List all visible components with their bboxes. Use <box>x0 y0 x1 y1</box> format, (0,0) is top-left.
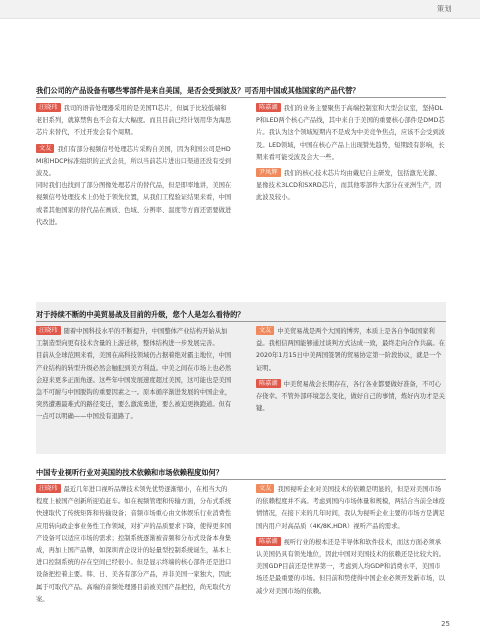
page-number: 25 <box>441 620 450 628</box>
speaker-badge: 文友 <box>256 326 274 335</box>
answer-text: 中美贸易战会长期存在，各行各业都要做好准备，不可心存侥幸。不管外部环境怎么变化，做好自己的事情，炼好内功才是关键。 <box>256 380 445 413</box>
answer-text: 中美贸易战是两个大国的博弈，本质上是各自争取国家利益。我相信两国能够通过谈判方式达成一致，最终走向合作共赢。在2020年1月15日中美两国签署的贸易协定第一阶段协议，就是一个证明。 <box>256 328 445 372</box>
divider <box>36 97 446 98</box>
answers-right-1 <box>256 103 446 205</box>
answer-text: 最近几年进口视听品牌技术领先优势逐渐缩小，在相当大的程度上被国产创新所迎追赶车。如在视频管理和传输方面，分布式系统快速取代了传统矩阵和传输设备；音频市场重心由文体娱乐行业消费性应用转向政企事业务性工作领域，对扩声的品质要求下降，使得更多国产设备可以适应市场的需求；控制系统逐渐被音频和分布式设备本身集成，再加上国产品牌，如深圳青企设计的轻量型控制系统诞生，基本上进口控制系统的存在空间已经很小。但是显示终端的核心部件还是进口设备把控着主要。韩、日、美各有部分产品，并非美国一家独大，因此属于可取代产品。高端的音频处理器目前被美国产品把控，尚无取代方案。 <box>36 486 232 603</box>
answers-left-2 <box>36 326 232 424</box>
speaker-badge: 陈嘉湖 <box>256 103 281 112</box>
speaker-badge: 尹凤辉 <box>256 168 281 177</box>
speaker-badge: 汪晓玮 <box>36 484 61 493</box>
speaker-badge: 陈嘉湖 <box>256 379 281 388</box>
answers-right-3 <box>256 484 446 598</box>
answer-text: 我国视听企业对美国技术的依赖是明显的，但是对美国市场的依赖程度并不高。考虑到国内市场体量和规模，两结合当前全球疫情情况，在接下来的几年时间，我认为视听企业主要的市场方是满足国内用户对高品质（4K/8K,HDR）视听产品的需求。 <box>256 486 445 530</box>
speaker-badge: 文友 <box>36 144 54 153</box>
divider <box>36 321 446 322</box>
top-bar <box>0 0 480 19</box>
answers-left-3 <box>36 484 232 606</box>
answer-text: 随着中国科技水平的不断提升，中国整体产业结构开始从加工制造型向更有技术含量的上游迁移，整体结构进一步发展完善。 <box>36 328 228 348</box>
answers-right-2 <box>256 326 446 415</box>
answer-text: 视听行业的根本还是半导体和软件技术，而这方面必须承认美国仍具有领先地位，因此中国对美国技术的依赖还是比较大的。美国GDP目前还是世界第一，考虑到人均GDP和消费水平，美国市场还是最重要的市场。但目前和势使得中国企业必须开发新市场，以减少对美国市场的依赖。 <box>256 538 445 595</box>
answer-text: 我司的语音处理器采用的是美国TI芯片，但属于比较低端和老旧系列，就算禁售也不会有太大幅度。而且目前已经计划用华为海思芯片来替代，不过开发会有个周期。 <box>36 105 232 137</box>
question-heading-1: 我们公司的产品设备有哪些零部件是来自美国，是否会受到波及？可否用中国或其他国家的产品代替？ <box>36 86 360 95</box>
speaker-badge: 汪晓玮 <box>36 326 61 335</box>
speaker-badge: 汪晓玮 <box>36 103 61 112</box>
speaker-badge: 文友 <box>256 484 274 493</box>
divider <box>36 479 446 480</box>
question-heading-2: 对于持续不断的中美贸易战及目前的升级，您个人是怎么看待的？ <box>36 310 245 319</box>
answer-text: 我们的核心技术芯片均由戴尼自主研发，包括激光光源、显像技术3LCD和SXRD芯片，而其他零部件大部分在亚洲生产，因此波及较小。 <box>256 170 442 202</box>
answer-text: 同时我们也找到了部分图像处理芯片的替代品，但是即率地讲，美国在视频信号处理技术上仍处于领先位置，从我们工程验证结果来看，中国或者其他国家的替代品在画质、色域、分辨率、温度等方面还需要做进代改进。 <box>36 182 232 226</box>
answers-left-1 <box>36 103 232 229</box>
answer-text: 我们的业务主要聚焦于高端控制室和大型会议室，坚持DLP和LED两个核心产品线，其中来自于美国的重要核心部件是DMD芯片。我认为这个领域短期内不是成为中美竞争焦点，应该不会受到波及。LED领域，中国在核心产品上出现赞先趋势，短期段有影响，长期来看可能受波及会大一些。 <box>256 105 445 161</box>
section-tag: 策划 <box>437 5 452 13</box>
answer-text: 目前从全球范围来看，美国在高科技领域仍占据着绝对霸主地位，中国产业结构的转型升级必然会触犯到美方利益。中美之间在市场上也必然会迎来更多正面角逐。这些年中国发展速度超过美国，这可能也是美国急不可耐与中国脱钩的重要因素之一。原本循序渐进发展的中国企业，突然遭遇最难式的路径变迁，要么激流勇进，要么被迫更换跑道。但有一点可以明确——中国没有退路了。 <box>36 352 232 421</box>
question-heading-3: 中国专业视听行业对美国的技术依赖和市场依赖程度如何？ <box>36 468 223 477</box>
speaker-badge: 陈嘉湖 <box>256 537 281 546</box>
answer-text: 我们有部分视频信号处理芯片采购自美国，因为利国公司是HDMI和HDCP标准组织的正式会员，所以当前芯片进出口渠道还没有受到波及。 <box>36 145 232 178</box>
